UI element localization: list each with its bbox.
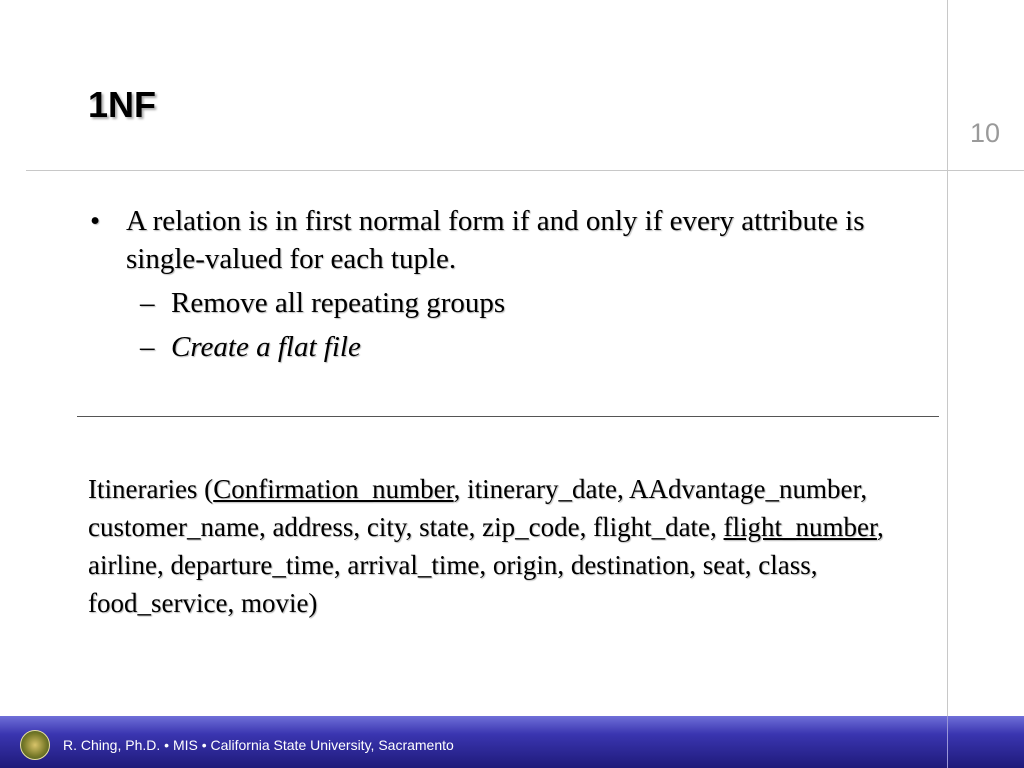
footer-divider <box>947 716 948 768</box>
footer-text: R. Ching, Ph.D. • MIS • California State University, Sacramento <box>63 737 454 753</box>
primary-key-confirmation: Confirmation_number <box>213 474 454 504</box>
sub-bullet-item <box>88 328 928 366</box>
schema-text: , itinerary_date, AAdvantage_number, customer_name, address, city, state, zip_code, flight_date, <box>88 474 868 542</box>
university-seal-icon <box>20 730 50 760</box>
title-divider <box>26 170 1024 171</box>
schema-text: Itineraries ( <box>88 474 214 504</box>
dash-marker: – <box>140 331 155 363</box>
sub-bullet-text: Remove all repeating groups <box>171 287 506 319</box>
page-number: 10 <box>969 118 1001 148</box>
bullet-list <box>88 202 928 366</box>
slide-title: 1NF <box>88 84 157 125</box>
bullet-item <box>88 202 928 278</box>
bullet-marker: • <box>90 205 101 237</box>
section-divider <box>77 416 939 417</box>
schema-text: , airline, departure_time, arrival_time, origin, destination, seat, class, food_service, movie) <box>88 512 884 618</box>
footer-bar <box>0 716 1024 768</box>
primary-key-flight-number: flight_number <box>723 512 877 542</box>
sub-bullet-text: Create a flat file <box>171 331 361 363</box>
bullet-text: A relation is in first normal form if and only if every attribute is single-valued for each tuple. <box>126 205 865 275</box>
right-divider <box>947 0 948 716</box>
sub-bullet-item <box>88 284 928 322</box>
relation-schema <box>88 470 938 622</box>
dash-marker: – <box>140 287 155 319</box>
